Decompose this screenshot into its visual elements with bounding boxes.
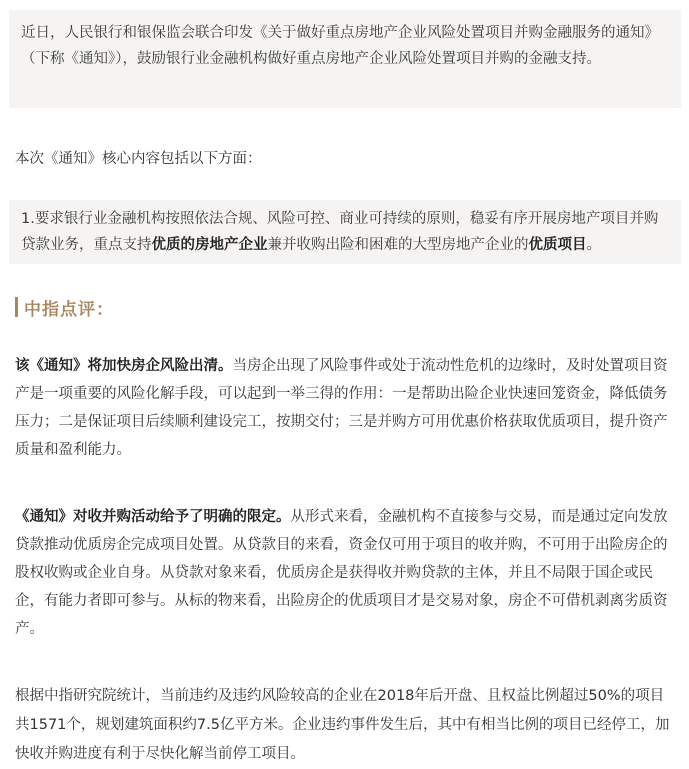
paragraph-2	[15, 503, 675, 643]
point-1-middle: 兼并收购出险和困难的大型房地产企业的	[267, 237, 529, 253]
paragraph-1-text: 当房企出现了风险事件或处于流动性危机的边缘时，及时处置项目资产是一项重要的风险化解手段，可以起到一举三得的作用：一是帮助出险企业快速回笼资金，降低债务压力；二是保证项目后续顺利建设完工，按期交付；三是并购方可用优惠价格获取优质项目，提升资产质量和盈利能力。	[15, 358, 668, 458]
point-1-bold-1: 优质的房地产企业	[151, 237, 268, 253]
heading-accent-bar	[15, 297, 18, 317]
point-1-prefix: 1.要求银行业金融机构按照依法合规、风险可控、商业可持续的原则，稳妥有序开展房地产项目并购贷款业务，重点支持	[21, 211, 659, 253]
point-1-box	[9, 200, 681, 264]
point-1-bold-2: 优质项目	[528, 237, 587, 253]
point-1-text	[21, 206, 669, 258]
paragraph-2-text: 从形式来看，金融机构不直接参与交易，而是通过定向发放贷款推动优质房企完成项目处置。从贷款目的来看，资金仅可用于项目的收并购，不可用于出险房企的股权收购或企业自身。从贷款对象来看，优质房企是获得收并购贷款的主体，并且不局限于国企或民企，有能力者即可参与。从标的物来看，出险房企的优质项目才是交易对象，房企不可借机剥离劣质资产。	[15, 509, 668, 637]
intro-text: 近日，人民银行和银保监会联合印发《关于做好重点房地产企业风险处置项目并购金融服务的通知》（下称《通知》），鼓励银行业金融机构做好重点房地产企业风险处置项目并购的金融支持。	[21, 25, 659, 67]
section-heading	[15, 295, 114, 319]
intro-box	[9, 10, 681, 108]
paragraph-3: 根据中指研究院统计，当前违约及违约风险较高的企业在2018年后开盘、且权益比例超过50%的项目共1571个，规划建筑面积约7.5亿平方米。企业违约事件发生后，其中有相当比例的项目已经停工，加快收并购进度有利于尽快化解当前停工项目。	[15, 688, 670, 762]
lead-text: 本次《通知》核心内容包括以下方面：	[15, 151, 262, 167]
heading-text: 中指点评：	[24, 299, 114, 320]
point-1-suffix: 。	[586, 237, 601, 253]
paragraph-1	[15, 352, 675, 464]
paragraph-2-bold: 《通知》对收并购活动给予了明确的限定。	[15, 509, 291, 525]
paragraph-1-bold: 该《通知》将加快房企风险出清。	[15, 358, 233, 374]
